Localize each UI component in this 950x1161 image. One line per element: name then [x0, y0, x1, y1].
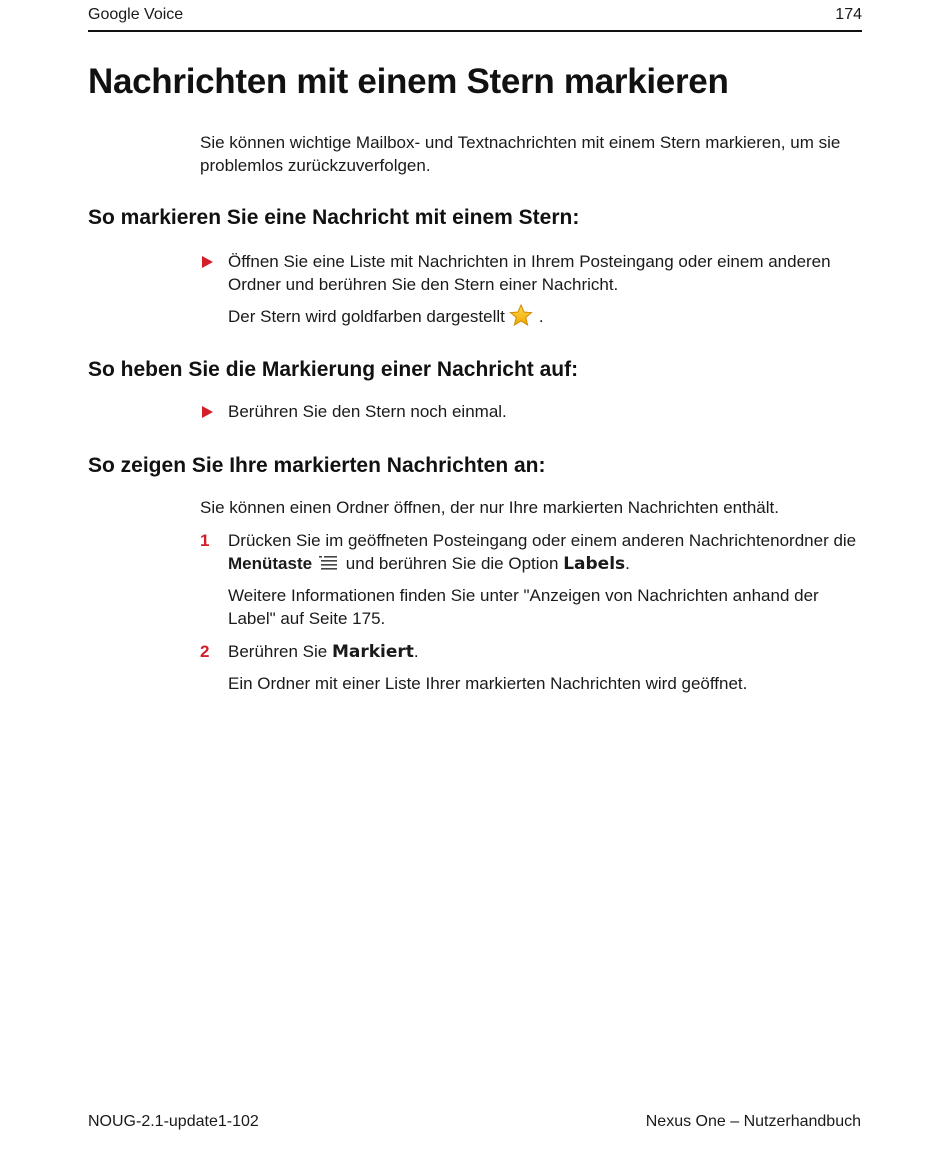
star-note-period: .: [538, 307, 544, 326]
section-heading-show-starred: So zeigen Sie Ihre markierten Nachrichten an:: [88, 454, 546, 477]
star-note-text: Der Stern wird goldfarben dargestellt: [228, 307, 505, 326]
page-header: [88, 4, 862, 32]
step1-note: Weitere Informationen finden Sie unter "Anzeigen von Nachrichten anhand der Label" auf Seite 175.: [228, 586, 819, 628]
bullet-text: Berühren Sie den Stern noch einmal.: [228, 402, 507, 421]
page-number: 174: [835, 6, 862, 23]
chapter-title: Google Voice: [88, 6, 184, 23]
numbered-step-2: [200, 640, 865, 664]
step-text-part: .: [625, 554, 630, 573]
step-text-part: .: [413, 642, 419, 661]
section-heading-mark-star: So markieren Sie eine Nachricht mit einem Stern:: [88, 206, 580, 229]
gold-star-icon: [509, 304, 533, 332]
footer-manual-title: Nexus One – Nutzerhandbuch: [645, 1113, 861, 1130]
bullet-item-open-list: [200, 250, 865, 296]
bullet-triangle-icon: [202, 256, 213, 268]
star-note: [228, 304, 868, 332]
labels-option: Labels: [563, 554, 626, 574]
section-heading-unmark: So heben Sie die Markierung einer Nachricht auf:: [88, 358, 579, 381]
starred-option: Markiert: [331, 642, 414, 662]
bullet-triangle-icon: [202, 406, 213, 418]
step2-note: Ein Ordner mit einer Liste Ihrer markierten Nachrichten wird geöffnet.: [228, 674, 748, 693]
step-text-part: Drücken Sie im geöffneten Posteingang oder einem anderen Nachrichtenordner die: [228, 531, 857, 550]
step-text: [228, 640, 865, 664]
intro-paragraph: Sie können wichtige Mailbox- und Textnachrichten mit einem Stern markieren, um sie problemlos zurückzuverfolgen.: [200, 133, 841, 175]
step-number: 2: [200, 642, 210, 661]
step-text-part: und berühren Sie die Option: [341, 554, 564, 573]
numbered-step-1: [200, 529, 865, 577]
bullet-item-touch-again: [200, 400, 865, 423]
section3-intro: Sie können einen Ordner öffnen, der nur Ihre markierten Nachrichten enthält.: [200, 498, 779, 517]
bullet-text: Öffnen Sie eine Liste mit Nachrichten in Ihrem Posteingang oder einem anderen Ordner und berühren Sie den Stern einer Nachricht.: [228, 252, 831, 294]
step-text-part: Berühren Sie: [228, 642, 332, 661]
menu-key-icon: [318, 554, 338, 577]
step-number: 1: [200, 531, 210, 550]
page-title: Nachrichten mit einem Stern markieren: [88, 62, 729, 101]
footer-doc-id: NOUG-2.1-update1-102: [88, 1113, 259, 1130]
menu-key-label: Menütaste: [228, 554, 313, 573]
step-text: [228, 529, 865, 577]
